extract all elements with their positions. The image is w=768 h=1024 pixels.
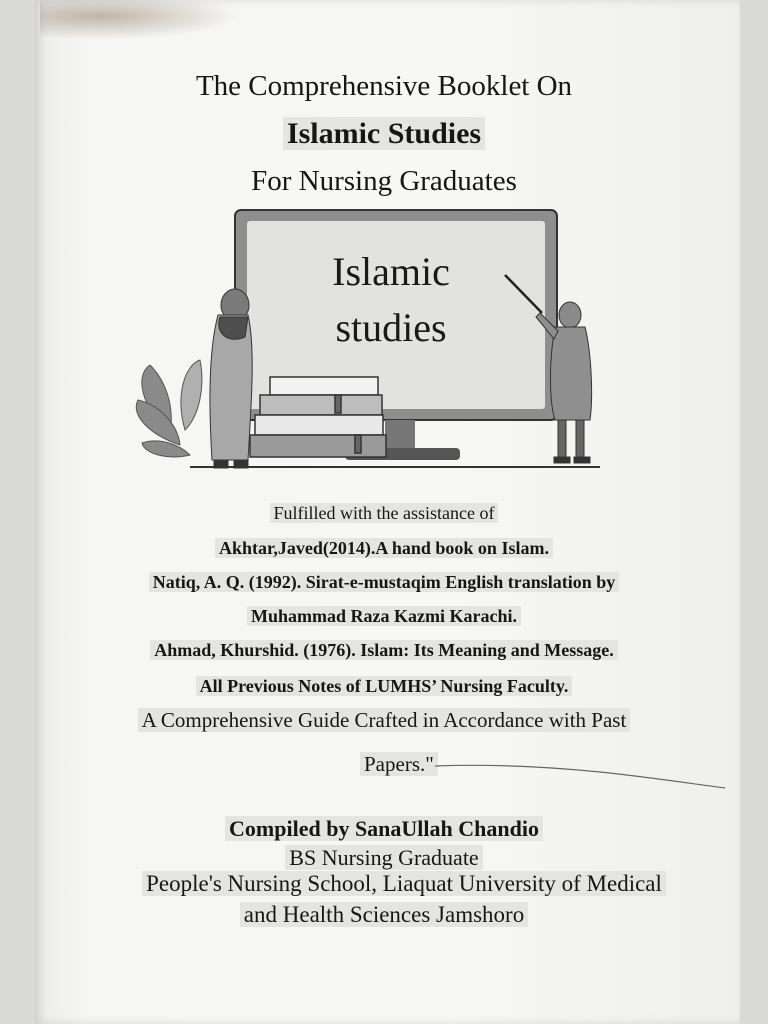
title-line-3: For Nursing Graduates <box>251 165 517 197</box>
reference-item: Akhtar,Javed(2014).A hand book on Islam. <box>0 538 768 559</box>
reference-item: Ahmad, Khurshid. (1976). Islam: Its Meaning and Message. <box>0 640 768 661</box>
screen-text-line-2: studies <box>335 305 447 350</box>
reference-item: All Previous Notes of LUMHS’ Nursing Faculty. <box>0 676 768 697</box>
title-line-1: The Comprehensive Booklet On <box>195 70 573 102</box>
reference-item: Natiq, A. Q. (1992). Sirat-e-mustaqim English translation by <box>0 572 768 593</box>
pen-mark <box>430 752 730 792</box>
guide-statement-line-1: A Comprehensive Guide Crafted in Accordance with Past <box>0 708 768 733</box>
guide-statement-line-2: Papers." <box>360 752 438 777</box>
compiler-institution-line-1: People's Nursing School, Liaquat University of Medical <box>20 871 768 897</box>
compiler-degree: BS Nursing Graduate <box>0 845 768 871</box>
plant-icon <box>136 360 202 457</box>
books-icon <box>250 377 386 457</box>
compiler-name: Compiled by SanaUllah Chandio <box>0 816 768 842</box>
reference-item: Muhammad Raza Kazmi Karachi. <box>0 606 768 627</box>
screen-text-line-1: Islamic <box>332 249 450 294</box>
page-smudge <box>40 0 240 40</box>
title-main: Islamic Studies <box>0 117 768 151</box>
islamic-studies-illustration <box>130 205 610 485</box>
compiler-institution-line-2: and Health Sciences Jamshoro <box>0 902 768 928</box>
woman-reading-icon <box>210 289 252 468</box>
references-intro: Fulfilled with the assistance of <box>0 503 768 524</box>
